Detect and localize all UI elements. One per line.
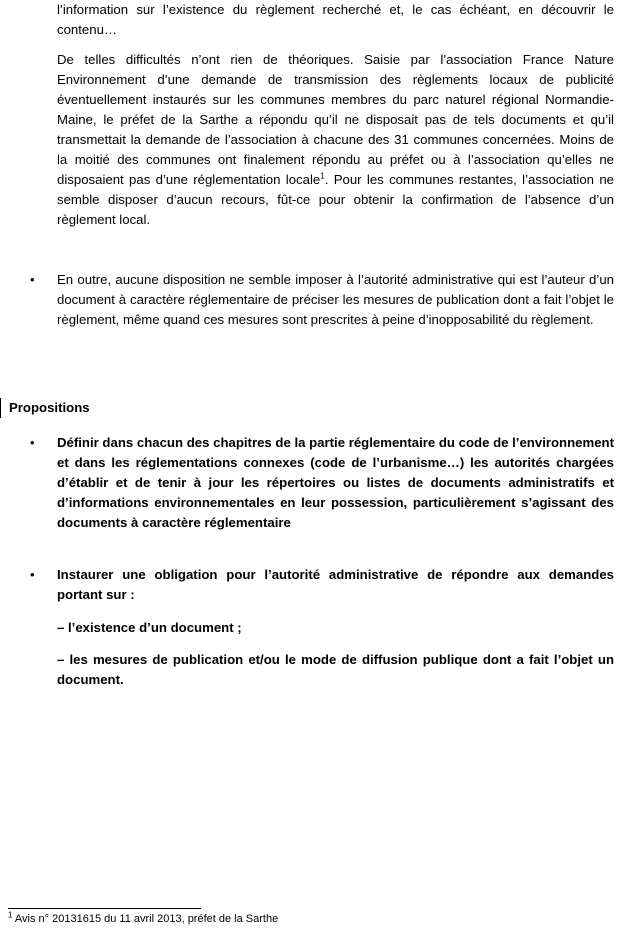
footnote-ref[interactable]: 1 bbox=[320, 171, 325, 181]
footnote-number: 1 bbox=[8, 910, 13, 920]
footnote bbox=[8, 912, 278, 926]
paragraph-difficulties bbox=[57, 50, 614, 230]
bullet-icon: • bbox=[30, 435, 35, 450]
bullet-icon: • bbox=[30, 272, 35, 287]
proposition-item: Définir dans chacun des chapitres de la partie réglementaire du code de l’environnement et dans les réglementations connexes (code de l’urbanisme…) les autorités chargées d’établir et de tenir à jour les répertoires ou listes de documents administratifs et d’informations environnementales en leur possession, particulièrement s’agissant des documents à caractère réglementaire bbox=[57, 435, 614, 530]
footnote-text: Avis n° 20131615 du 11 avril 2013, préfet de la Sarthe bbox=[14, 913, 279, 925]
paragraph-continuation: l’information sur l’existence du règlement recherché et, le cas échéant, en découvrir le contenu… bbox=[57, 2, 614, 37]
footnote-separator bbox=[8, 908, 201, 909]
section-heading: Propositions bbox=[0, 398, 90, 418]
paragraph-text-end: . Pour les communes restantes, l’association ne semble disposer d’aucun recours, fût-ce pour obtenir la confirmation de l’absence d’un règlement local. bbox=[57, 172, 614, 227]
proposition-item: Instaurer une obligation pour l’autorité administrative de répondre aux demandes portant sur : bbox=[57, 567, 614, 602]
bullet-icon: • bbox=[30, 567, 35, 582]
paragraph-text: De telles difficultés n’ont rien de théoriques. Saisie par l’association France Nature Environnement d’une demande de transmission des règlements locaux de publicité éventuellement instaurés sur les communes membres du parc naturel régional Normandie-Maine, le préfet de la Sarthe a répondu qu’il ne disposait pas de tels documents et qu’il transmettait la demande de l’association à chacune des 31 communes concernées. Moins de la moitié des communes ont finalement répondu au préfet ou à l’association qu’elles ne disposaient pas d’une réglementation locale bbox=[57, 52, 614, 187]
proposition-sub-item: – les mesures de publication et/ou le mode de diffusion publique dont a fait l’objet un document. bbox=[57, 652, 614, 687]
proposition-sub-item: – l’existence d’un document ; bbox=[57, 620, 242, 635]
bullet-paragraph: En outre, aucune disposition ne semble imposer à l’autorité administrative qui est l’auteur d’un document à caractère réglementaire de préciser les mesures de publication dont a fait l’objet le règlement, même quand ces mesures sont prescrites à peine d’inopposabilité du règlement. bbox=[57, 272, 614, 327]
